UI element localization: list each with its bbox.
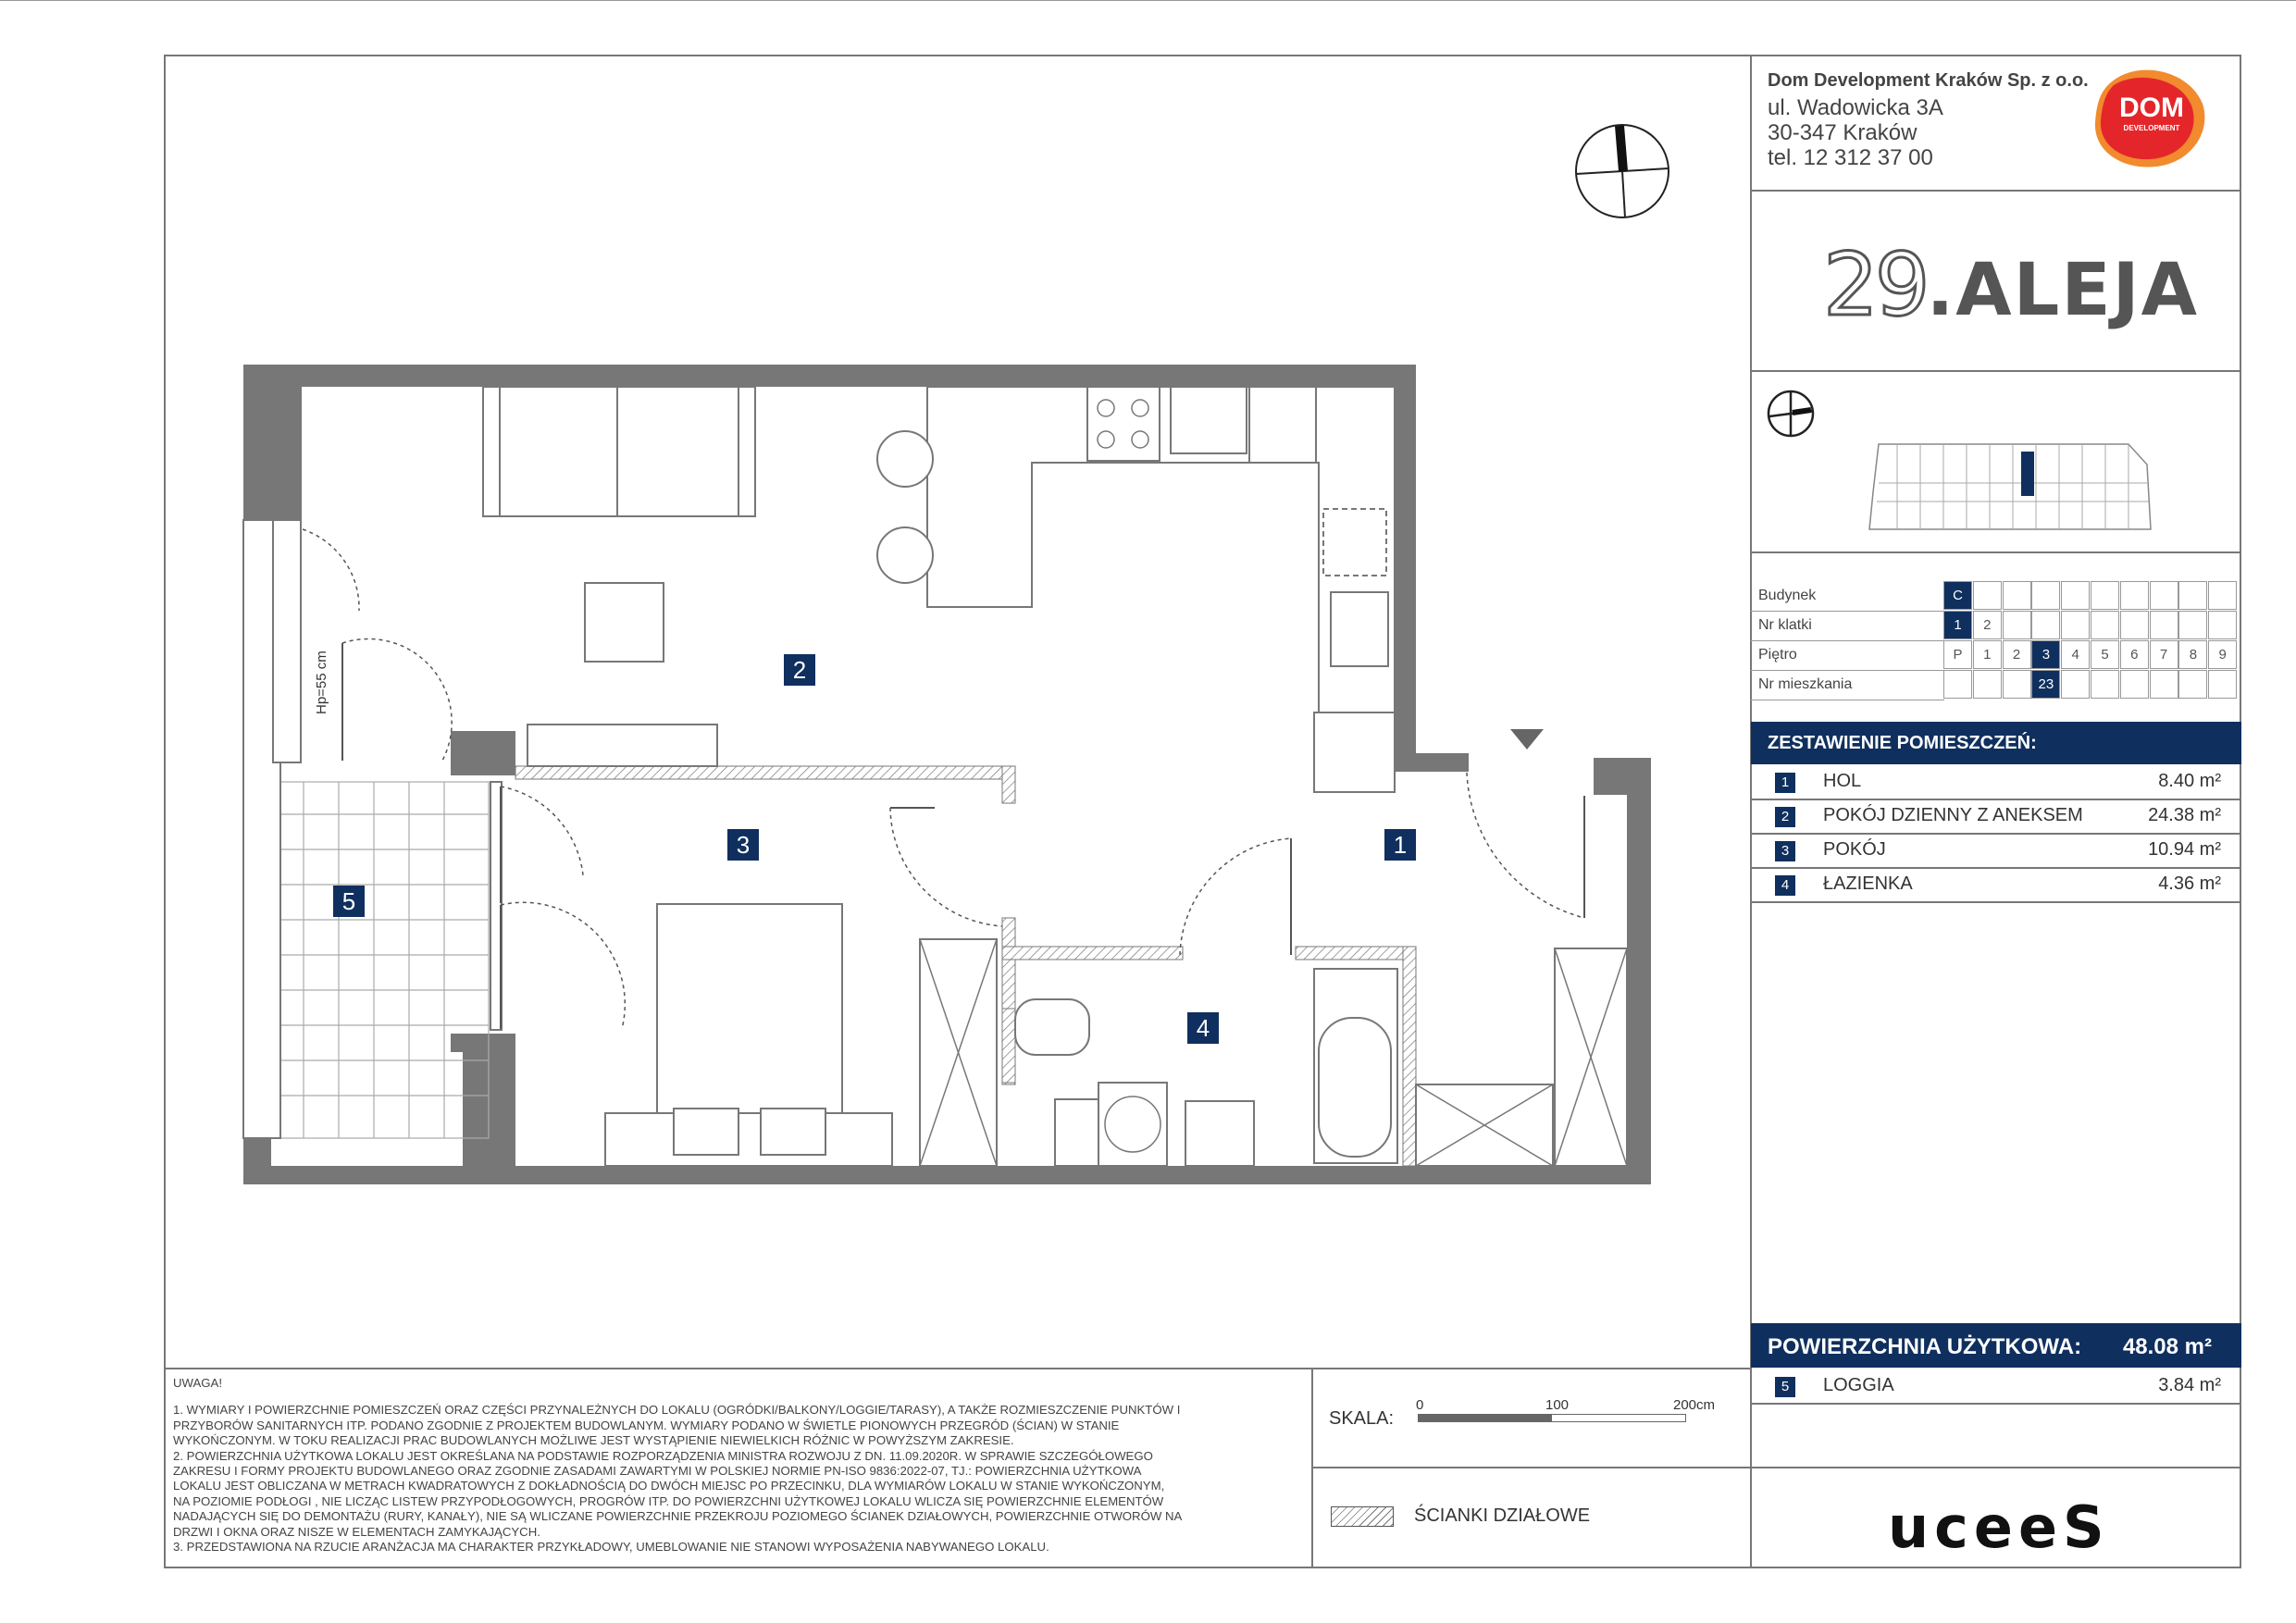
info-grid-cell: 23: [2031, 670, 2060, 699]
room-row: [1751, 765, 2241, 800]
room-area: 8.40 m²: [2158, 771, 2221, 791]
info-grid-cell: [2091, 611, 2119, 639]
partition-wall-swatch: [1331, 1506, 1394, 1527]
room-area: 10.94 m²: [2148, 839, 2221, 860]
info-grid-cell: [2120, 670, 2149, 699]
apartment-highlight: [2021, 452, 2034, 496]
logo-text: DOM: [2119, 93, 2184, 123]
room-number-badge: 5: [1775, 1377, 1795, 1397]
info-grid-cell: [2091, 670, 2119, 699]
notes-line: ZAKRESU I FORMY PROJEKTU BUDOWLANEGO ORAZ ZGODNIE ZASADAMI ZAWARTYMI W POLSKIEJ NORMIE PN-ISO 9836:2022-07, TJ.: POWIERZCHNIA UŻYTKOWA: [173, 1464, 1142, 1479]
notes-divider: [164, 1368, 1750, 1369]
logo-subtext: DEVELOPMENT: [2123, 124, 2180, 132]
info-grid-cell: [2061, 581, 2090, 610]
info-grid-cell: [1973, 581, 2002, 610]
loggia-tiles: [278, 782, 489, 1138]
info-grid-cell: [2061, 670, 2090, 699]
info-grid-cell: 7: [2150, 640, 2178, 669]
room-row: [1751, 799, 2241, 835]
room-name: HOL: [1823, 771, 1862, 791]
notes-line: NA POZIOMIE PODŁOGI , NIE LICZĄC LISTEW PRZYPODŁOGOWYCH, PROGRÓW ITP. DO POWIERZCHNI UŻYTKOWEJ LOKALU WLICZA SIĘ POWIERZCHNIE ELEMENTÓW: [173, 1493, 1164, 1508]
window-height-note: Hp=55 cm: [314, 650, 329, 714]
notes-line: NADAJĄCYCH SIĘ DO DEMONTAŻU (RURY, KANAŁY), NIE SĄ WLICZANE POWIERZCHNIE PRZEKROJU POZIOMEGO ŚCIANEK DZIAŁOWYCH, POWIERZCHNIE OTWORÓW NA: [173, 1509, 1183, 1524]
notes-line: PRZYBORÓW SANITARNYCH ITP. PODANO ZGODNIE Z PROJEKTEM BUDOWLANYM. WYMIARY PODANO W ŚWIETLE PIONOWYCH PRZEGRÓD (ŚCIAN) W STANIE: [173, 1418, 1120, 1432]
info-grid-cell: 2: [1973, 611, 2002, 639]
room-number-badge: 1: [1775, 773, 1795, 793]
usable-area-label: POWIERZCHNIA UŻYTKOWA:: [1768, 1334, 2082, 1359]
usable-area-bar: [1751, 1323, 2241, 1368]
room-name: POKÓJ DZIENNY Z ANEKSEM: [1823, 805, 2083, 825]
info-grid-cell: 6: [2120, 640, 2149, 669]
room-name: POKÓJ: [1823, 839, 1886, 860]
room-name: ŁAZIENKA: [1823, 873, 1913, 894]
info-grid-cell: [2091, 581, 2119, 610]
scale-tick-0: 0: [1416, 1397, 1424, 1413]
scale-tick-100: 100: [1545, 1397, 1570, 1413]
plan-label-2: 2: [784, 654, 815, 686]
panel-rule: [1750, 1467, 2241, 1468]
info-grid-cell: 2: [2003, 640, 2031, 669]
notes-line: LOKALU JEST OBLICZANA W METRACH KWADRATOWYCH Z DOKŁADNOŚCIĄ DO DWÓCH MIEJSC PO PRZECINKU, DLA WYMIARÓW LOKALU W STANIE WYKOŃCZONYM,: [173, 1479, 1165, 1493]
panel-rule: [1750, 190, 2241, 192]
notes-line: 2. POWIERZCHNIA UŻYTKOWA LOKALU JEST OKREŚLANA NA PODSTAWIE ROZPORZĄDZENIA MINISTRA ROZWOJU Z DN. 11.09.2020R. W SPRAWIE SZCZEGÓŁOWEGO: [173, 1448, 1153, 1463]
info-grid-cell: [2150, 581, 2178, 610]
plan-label-5: 5: [333, 886, 365, 917]
room-name: LOGGIA: [1823, 1375, 1894, 1395]
north-arrow-small: [1769, 391, 1813, 436]
usable-area-value: 48.08 m²: [2122, 1334, 2212, 1359]
plan-label-1: 1: [1384, 829, 1416, 861]
info-grid-cell: [2061, 611, 2090, 639]
compass: [1571, 120, 1673, 222]
grid-top-rule: [1750, 551, 2241, 553]
room-number-badge: 3: [1775, 841, 1795, 861]
building-key-plan: [1758, 381, 2240, 548]
project-logo-name: .ALEJA: [1926, 249, 2199, 332]
room-row: [1751, 1369, 2241, 1405]
info-grid-cell: [2031, 611, 2060, 639]
project-logo-number: 29: [1823, 235, 1927, 336]
room-area: 24.38 m²: [2148, 805, 2221, 825]
info-grid-cell: [2003, 670, 2031, 699]
info-grid-cell: [2178, 670, 2207, 699]
info-grid-cell: 1: [1973, 640, 2002, 669]
notes-title: UWAGA!: [173, 1376, 222, 1390]
info-grid-cell: 5: [2091, 640, 2119, 669]
info-grid-cell: [1973, 670, 2002, 699]
info-grid-label: Nr klatki: [1758, 617, 1812, 633]
info-grid-cell: 9: [2208, 640, 2237, 669]
info-grid-cell: P: [1943, 640, 1972, 669]
info-grid-cell: [2003, 581, 2031, 610]
rooms-header: [1751, 722, 2241, 764]
scale-label: SKALA:: [1329, 1408, 1395, 1429]
info-grid-cell: [2208, 611, 2237, 639]
dom-development-logo: [2090, 67, 2210, 170]
plan-label-3: 3: [727, 829, 759, 861]
info-grid-cell: 4: [2061, 640, 2090, 669]
plan-label-4: 4: [1187, 1012, 1219, 1044]
room-number-badge: 4: [1775, 875, 1795, 896]
info-grid-cell: [1943, 670, 1972, 699]
ucees-logo: [1888, 1493, 2110, 1561]
company-name: Dom Development Kraków Sp. z o.o.: [1768, 70, 2089, 91]
partition-wall-legend: ŚCIANKI DZIAŁOWE: [1414, 1505, 1591, 1526]
room-number-badge: 2: [1775, 807, 1795, 827]
info-grid-cell: [2178, 611, 2207, 639]
info-grid-cell: [2120, 611, 2149, 639]
notes-block: [173, 1376, 1302, 1555]
notes-line: DRZWI I OKNA ORAZ NISZE W ELEMENTACH ZAMYKAJĄCYCH.: [173, 1524, 540, 1539]
info-grid-cell: C: [1943, 581, 1972, 610]
room-area: 4.36 m²: [2158, 873, 2221, 894]
info-grid-cell: [2150, 670, 2178, 699]
panel-rule: [1750, 370, 2241, 372]
notes-line: 3. PRZEDSTAWIONA NA RZUCIE ARANŻACJA MA CHARAKTER PRZYKŁADOWY, UMEBLOWANIE NIE STANOWI WYPOSAŻENIA NABYWANEGO LOKALU.: [173, 1540, 1049, 1555]
floor-plan: [236, 361, 1661, 1194]
info-grid-label: Nr mieszkania: [1758, 676, 1853, 692]
info-grid-cell: [2178, 581, 2207, 610]
info-grid-cell: [2031, 581, 2060, 610]
info-grid-cell: 8: [2178, 640, 2207, 669]
company-city: 30-347 Kraków: [1768, 120, 1917, 145]
info-grid-cell: 3: [2031, 640, 2060, 669]
info-grid-label: Piętro: [1758, 647, 1797, 663]
company-phone: tel. 12 312 37 00: [1768, 145, 1933, 170]
project-logo: [1823, 235, 2199, 336]
notes-line: WYKOŃCZONYM. W TOKU REALIZACJI PRAC BUDOWLANYCH MOŻLIWE JEST WYSTĄPIENIE NIEWIELKICH RÓŻNIC W POWYŻSZYM ZAKRESIE.: [173, 1433, 1014, 1448]
info-grid-cell: [2150, 611, 2178, 639]
rooms-header-text: ZESTAWIENIE POMIESZCZEŃ:: [1768, 733, 2037, 753]
scale-tick-200: 200cm: [1673, 1397, 1716, 1413]
info-grid-cell: 1: [1943, 611, 1972, 639]
info-grid-cell: [2120, 581, 2149, 610]
info-grid-cell: [2208, 670, 2237, 699]
notes-line: 1. WYMIARY I POWIERZCHNIE POMIESZCZEŃ ORAZ CZĘŚCI PRZYNALEŻNYCH DO LOKALU (OGRÓDKI/BALKONY/LOGGIE/TARASY), A TAKŻE ROZMIESZCZENIE PUNKTÓW I: [173, 1403, 1181, 1418]
info-grid-cell: [2208, 581, 2237, 610]
room-row: [1751, 868, 2241, 903]
top-rule: [0, 0, 2296, 1]
company-street: ul. Wadowicka 3A: [1768, 95, 1943, 120]
info-grid-cell: [2003, 611, 2031, 639]
info-grid-label: Budynek: [1758, 588, 1817, 603]
ucees-logo-text: uceeS: [1888, 1493, 2110, 1561]
room-row: [1751, 834, 2241, 869]
notes-lines: [173, 1403, 1302, 1555]
scale-bar: [1418, 1414, 1686, 1422]
room-area: 3.84 m²: [2158, 1375, 2221, 1395]
building-outline: [1869, 444, 2151, 529]
